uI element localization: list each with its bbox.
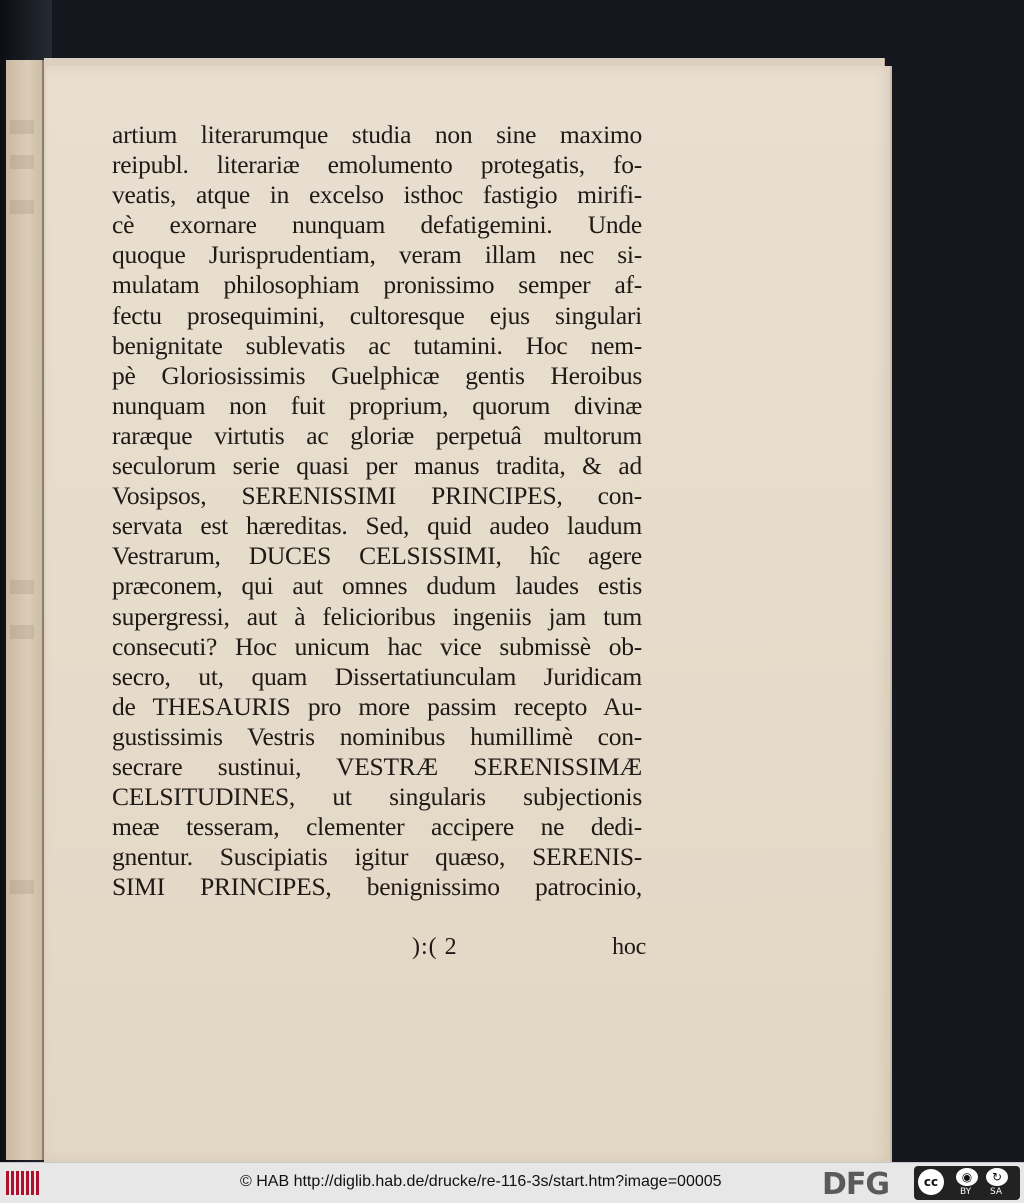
text-line: quoque Jurisprudentiam, veram illam nec si- xyxy=(112,240,642,270)
text-line: nunquam non fuit proprium, quorum divinæ xyxy=(112,390,642,420)
text-line: gustissimis Vestris nominibus humillimè con- xyxy=(112,721,642,751)
cc-icon: cc xyxy=(918,1169,944,1195)
previous-page-edge xyxy=(6,60,44,1160)
bleed-through-mark xyxy=(10,580,34,594)
bleed-through-mark xyxy=(10,200,34,214)
text-line: raræque virtutis ac gloriæ perpetuâ multorum xyxy=(112,420,642,450)
text-line: pè Gloriosissimis Guelphicæ gentis Heroibus xyxy=(112,360,642,390)
text-line: secrare sustinui, VESTRÆ SERENISSIMÆ xyxy=(112,751,642,781)
bleed-through-mark xyxy=(10,120,34,134)
text-line: CELSITUDINES, ut singularis subjectionis xyxy=(112,782,642,812)
bleed-through-mark xyxy=(10,880,34,894)
person-icon: ◉ xyxy=(956,1168,978,1186)
text-line: cè exornare nunquam defatigemini. Unde xyxy=(112,210,642,240)
bleed-through-mark xyxy=(10,625,34,639)
text-line: meæ tesseram, clementer accipere ne dedi- xyxy=(112,812,642,842)
text-line: secro, ut, quam Dissertatiunculam Juridicam xyxy=(112,661,642,691)
text-line: benignitate sublevatis ac tutamini. Hoc nem- xyxy=(112,330,642,360)
text-line: SIMI PRINCIPES, benignissimo patrocinio, xyxy=(112,872,642,902)
text-line: reipubl. literariæ emolumento protegatis, fo- xyxy=(112,150,642,180)
cc-license-badge[interactable] xyxy=(914,1166,1020,1200)
bleed-through-mark xyxy=(10,155,34,169)
dfg-logo: DFG xyxy=(822,1167,890,1202)
copyright-link[interactable]: © HAB http://diglib.hab.de/drucke/re-116-3s/start.htm?image=00005 xyxy=(240,1173,722,1190)
text-line: seculorum serie quasi per manus tradita, & ad xyxy=(112,451,642,481)
text-line: de THESAURIS pro more passim recepto Au- xyxy=(112,691,642,721)
text-line: artium literarumque studia non sine maximo xyxy=(112,120,642,149)
catchword: hoc xyxy=(612,934,646,960)
text-line: supergressi, aut à felicioribus ingeniis jam tum xyxy=(112,601,642,631)
page-text xyxy=(112,120,646,960)
signature-mark: ):( 2 xyxy=(412,934,458,960)
sa-label: SA xyxy=(990,1187,1003,1197)
share-alike-icon: ↻ xyxy=(986,1168,1008,1186)
text-line: mulatam philosophiam pronissimo semper af- xyxy=(112,270,642,300)
text-line: gnentur. Suscipiatis igitur quæso, SERENIS- xyxy=(112,842,642,872)
by-label: BY xyxy=(960,1187,972,1197)
text-line: consecuti? Hoc unicum hac vice submissè ob- xyxy=(112,631,642,661)
library-logo-icon xyxy=(6,1171,40,1195)
text-line: veatis, atque in excelso isthoc fastigio mirifi- xyxy=(112,180,642,210)
text-line: præconem, qui aut omnes dudum laudes estis xyxy=(112,571,642,601)
viewer-footer xyxy=(0,1162,1024,1203)
text-line: servata est hæreditas. Sed, quid audeo laudum xyxy=(112,511,642,541)
text-line: fectu prosequimini, cultoresque ejus singulari xyxy=(112,300,642,330)
text-line: Vosipsos, SERENISSIMI PRINCIPES, con- xyxy=(112,481,642,511)
text-line: Vestrarum, DUCES CELSISSIMI, hîc agere xyxy=(112,541,642,571)
